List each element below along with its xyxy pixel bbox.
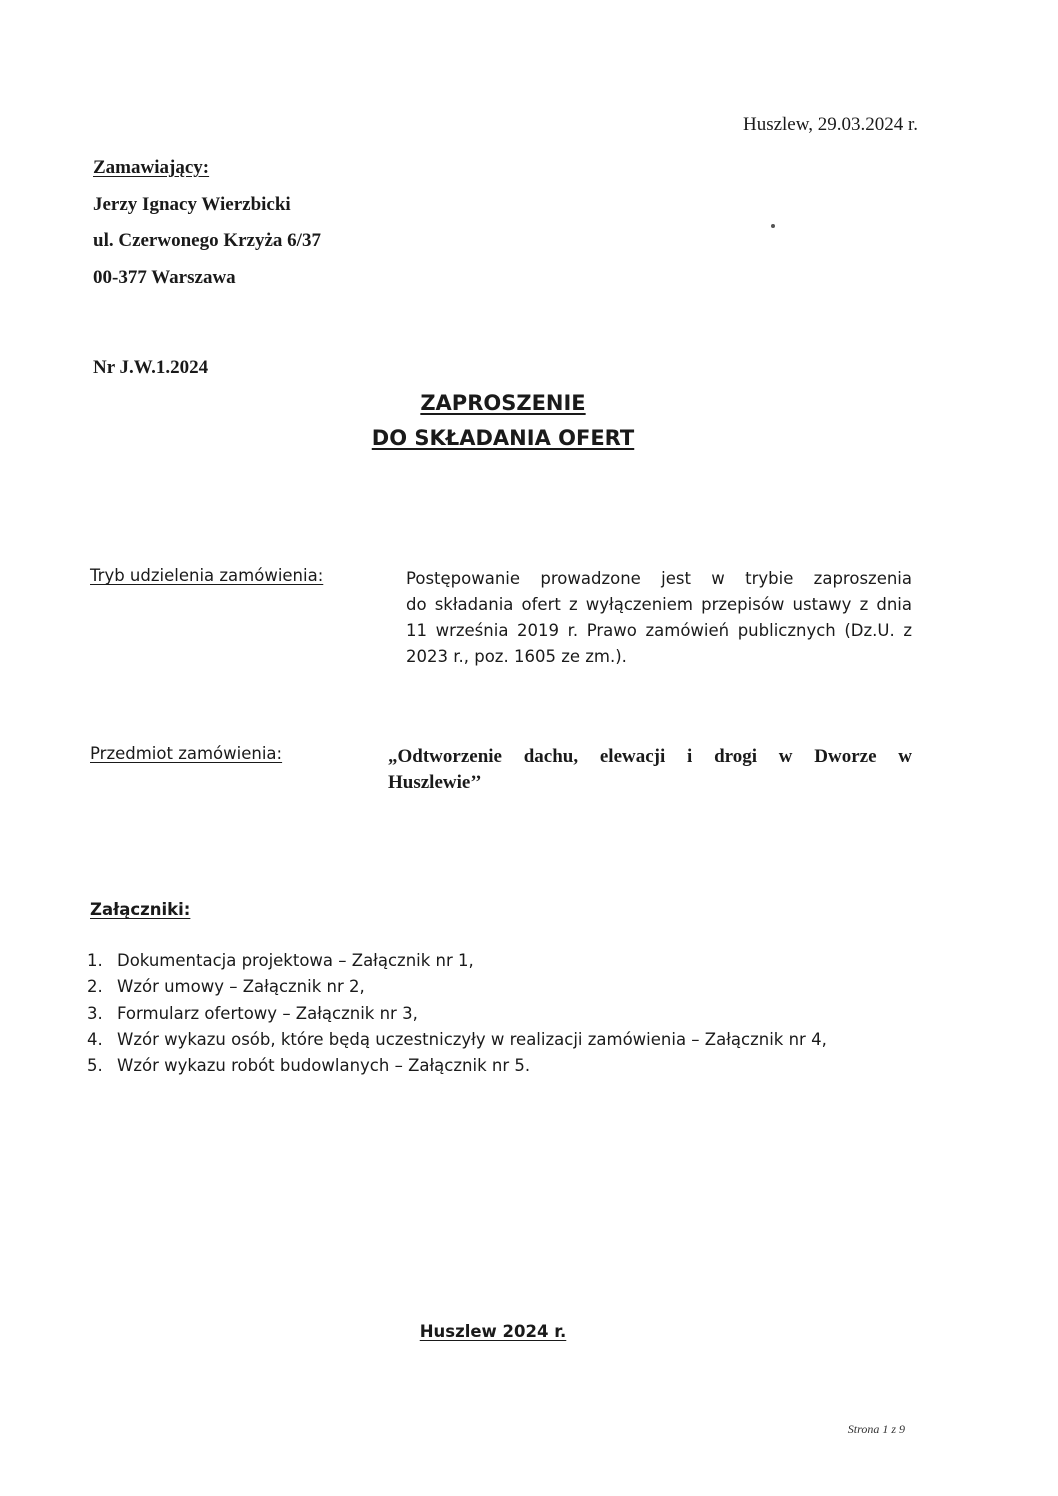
procedure-line: 2023 r., poz. 1605 ze zm.). xyxy=(406,647,627,666)
subject-label: Przedmiot zamówienia: xyxy=(90,744,283,763)
list-item: 4. Wzór wykazu osób, które będą uczestniczyły w realizacji zamówienia – Załącznik nr 4, xyxy=(87,1029,827,1049)
procedure-text xyxy=(406,566,912,670)
buyer-block xyxy=(93,150,321,296)
list-item: 1. Dokumentacja projektowa – Załącznik nr 1, xyxy=(87,951,474,970)
list-item: 3. Formularz ofertowy – Załącznik nr 3, xyxy=(87,1003,418,1023)
place-date: Huszlew, 29.03.2024 r. xyxy=(742,114,918,135)
subject-line: „Odtworzenie dachu, elewacji i drogi w Dworze w xyxy=(388,746,912,767)
page-number: Strona 1 z 9 xyxy=(847,1422,905,1436)
list-item: 5. Wzór wykazu robót budowlanych – Załącznik nr 5. xyxy=(87,1056,531,1076)
title-line-2: DO SKŁADANIA OFERT xyxy=(371,426,635,450)
buyer-city: 00-377 Warszawa xyxy=(93,266,236,288)
buyer-street: ul. Czerwonego Krzyża 6/37 xyxy=(93,230,321,251)
subject-text xyxy=(388,744,912,796)
attachments-list xyxy=(87,948,827,1079)
procedure-label: Tryb udzielenia zamówienia: xyxy=(90,566,324,585)
footer-place-year: Huszlew 2024 r. xyxy=(419,1322,567,1341)
attachments-heading: Załączniki: xyxy=(90,900,191,919)
title-line-1: ZAPROSZENIE xyxy=(420,391,586,415)
procedure-line: do składania ofert z wyłączeniem przepisów ustawy z dnia xyxy=(406,595,912,614)
procedure-line: 11 września 2019 r. Prawo zamówień publicznych (Dz.U. z xyxy=(406,621,912,640)
list-item: 2. Wzór umowy – Załącznik nr 2, xyxy=(87,977,365,997)
scan-speck xyxy=(771,224,775,228)
subject-line: Huszlewie’’ xyxy=(388,772,482,793)
reference-number: Nr J.W.1.2024 xyxy=(93,357,209,378)
procedure-line: Postępowanie prowadzone jest w trybie zaproszenia xyxy=(406,569,912,588)
buyer-label: Zamawiający: xyxy=(93,157,210,178)
buyer-name: Jerzy Ignacy Wierzbicki xyxy=(93,193,291,215)
